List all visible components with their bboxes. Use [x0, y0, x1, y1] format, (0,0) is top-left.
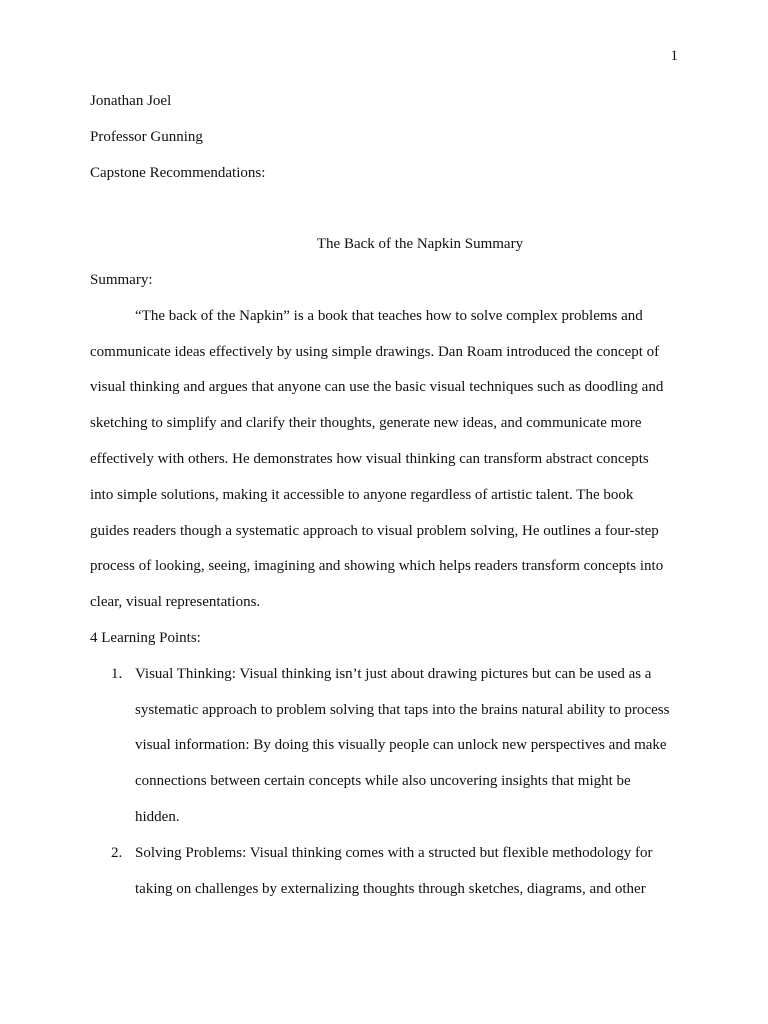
- list-item-line: systematic approach to problem solving that taps into the brains natural ability to process: [135, 701, 670, 718]
- paragraph-line: visual thinking and argues that anyone can use the basic visual techniques such as doodling and: [90, 379, 664, 396]
- paragraph-line: sketching to simplify and clarify their thoughts, generate new ideas, and communicate more: [90, 415, 642, 432]
- paragraph-line: process of looking, seeing, imagining and showing which helps readers transform concepts into: [90, 558, 664, 575]
- list-item-line: Solving Problems: Visual thinking comes with a structed but flexible methodology for: [135, 844, 653, 861]
- list-number: 2.: [111, 844, 123, 861]
- summary-heading: Summary:: [90, 271, 153, 288]
- paragraph-line: communicate ideas effectively by using simple drawings. Dan Roam introduced the concept of: [90, 343, 660, 360]
- document-body: [90, 84, 680, 907]
- paragraph-line: into simple solutions, making it accessible to anyone regardless of artistic talent. The book: [90, 486, 634, 503]
- professor-name: Professor Gunning: [90, 128, 203, 145]
- paragraph-line: guides readers though a systematic approach to visual problem solving, He outlines a four-step: [90, 522, 659, 539]
- list-item-line: Visual Thinking: Visual thinking isn’t just about drawing pictures but can be used as a: [135, 665, 652, 682]
- list-item-line: hidden.: [135, 808, 180, 825]
- list-number: 1.: [111, 665, 123, 682]
- author-name: Jonathan Joel: [90, 93, 172, 109]
- list-item: [90, 836, 680, 908]
- paragraph-line: effectively with others. He demonstrates how visual thinking can transform abstract concepts: [90, 450, 649, 467]
- learning-points-heading: 4 Learning Points:: [90, 629, 201, 646]
- list-item-line: connections between certain concepts while also uncovering insights that might be: [135, 773, 631, 790]
- list-item: [90, 657, 680, 836]
- list-item-line: taking on challenges by externalizing thoughts through sketches, diagrams, and other: [135, 880, 646, 897]
- blank-line: [90, 191, 680, 227]
- course-name: Capstone Recommendations:: [90, 164, 266, 181]
- summary-paragraph: [90, 299, 680, 621]
- paragraph-line: clear, visual representations.: [90, 594, 261, 611]
- paragraph-line: “The back of the Napkin” is a book that teaches how to solve complex problems and: [135, 307, 643, 324]
- document-title: The Back of the Napkin Summary: [316, 236, 524, 253]
- page-number: 1: [670, 48, 678, 64]
- list-item-line: visual information: By doing this visually people can unlock new perspectives and make: [135, 737, 667, 754]
